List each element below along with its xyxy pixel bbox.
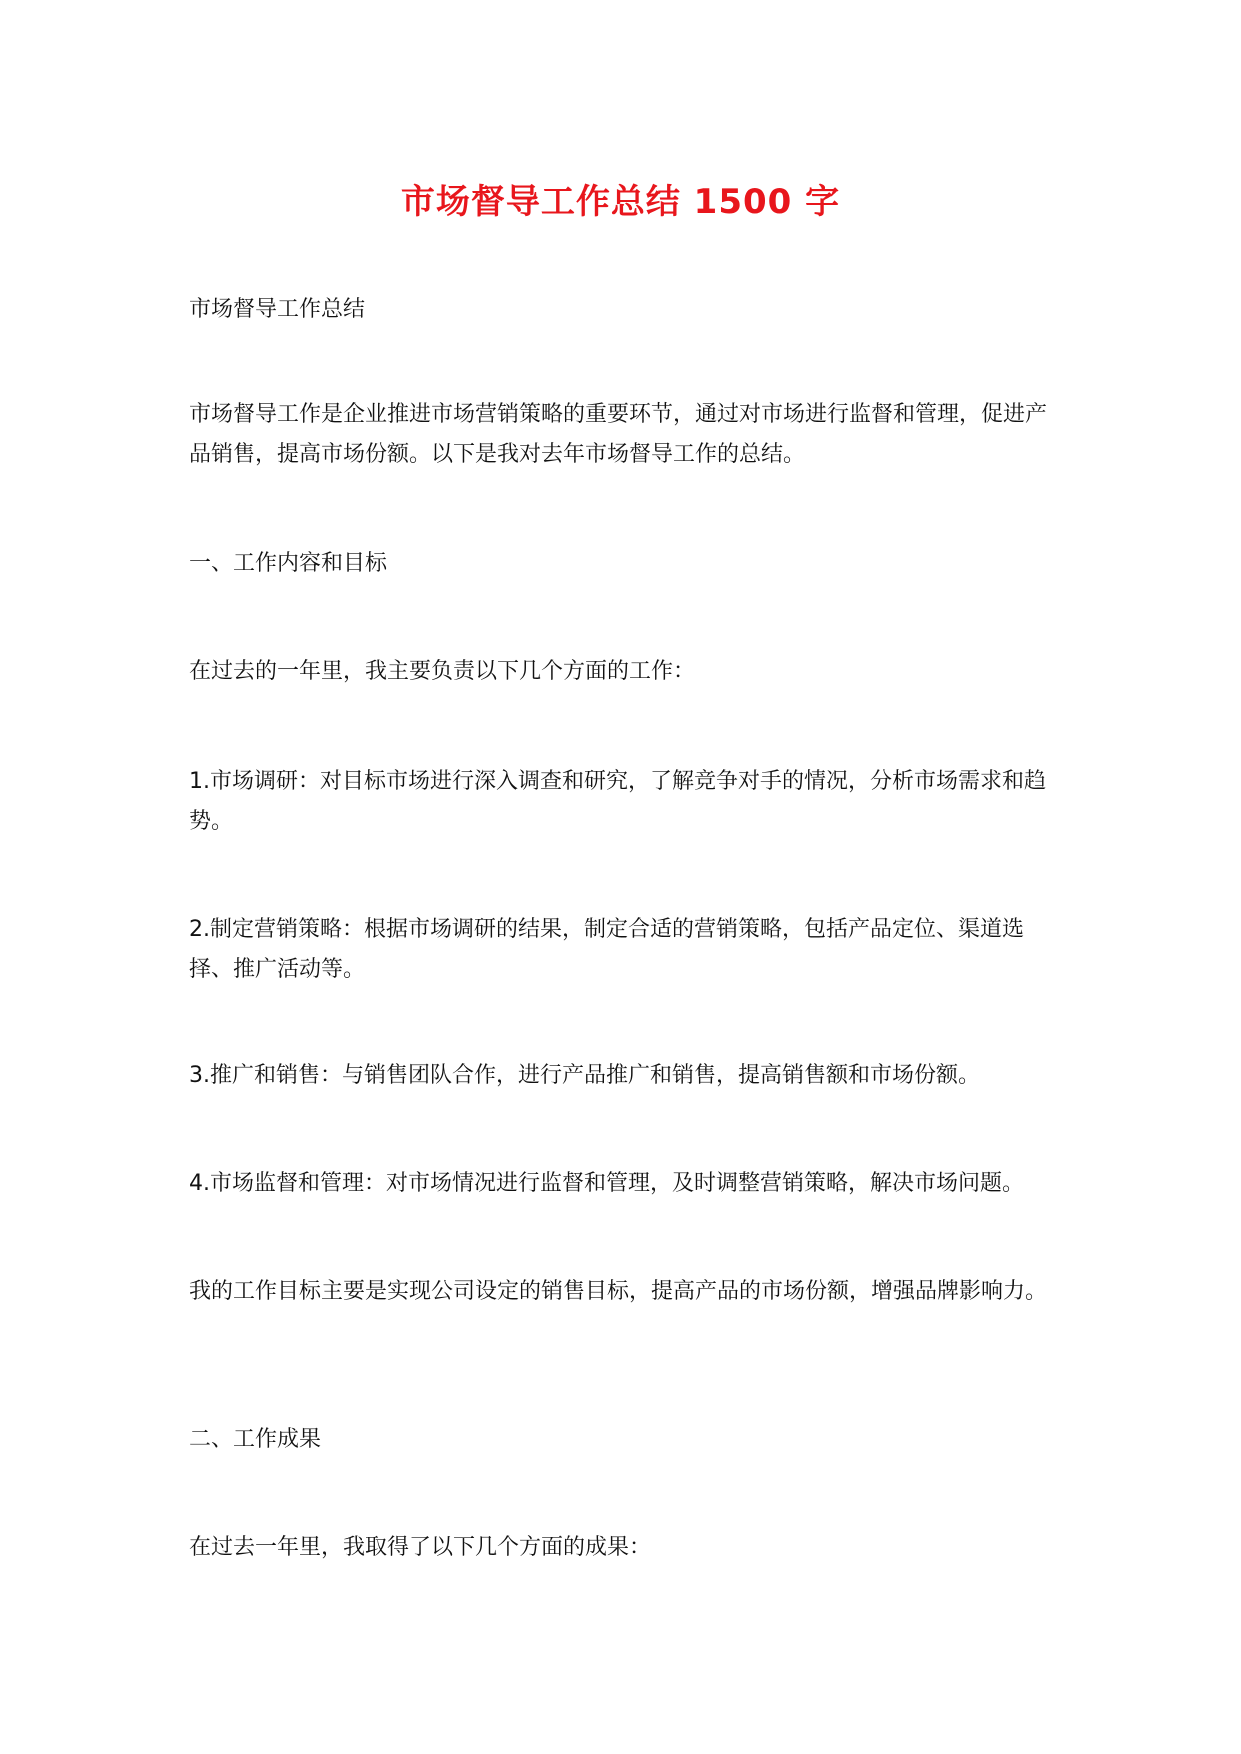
section-heading-2: 二、工作成果 <box>189 1427 322 1452</box>
results-intro-paragraph: 在过去一年里，我取得了以下几个方面的成果： <box>189 1535 652 1560</box>
section-heading-1: 一、工作内容和目标 <box>189 551 388 576</box>
list-item-1: 1.市场调研：对目标市场进行深入调查和研究，了解竞争对手的情况，分析市场需求和趋势。 <box>189 769 1046 834</box>
list-item-2: 2.制定营销策略：根据市场调研的结果，制定合适的营销策略，包括产品定位、渠道选择、推广活动等。 <box>189 917 1024 982</box>
document-title: 市场督导工作总结 1500 字 <box>400 182 841 222</box>
subtitle-paragraph: 市场督导工作总结 <box>189 297 366 322</box>
intro-paragraph: 市场督导工作是企业推进市场营销策略的重要环节，通过对市场进行监督和管理，促进产品销售，提高市场份额。以下是我对去年市场督导工作的总结。 <box>189 402 1048 467</box>
list-item-3: 3.推广和销售：与销售团队合作，进行产品推广和销售，提高销售额和市场份额。 <box>189 1063 980 1088</box>
work-intro-paragraph: 在过去的一年里，我主要负责以下几个方面的工作： <box>189 659 696 684</box>
goal-paragraph: 我的工作目标主要是实现公司设定的销售目标，提高产品的市场份额，增强品牌影响力。 <box>189 1279 1048 1304</box>
list-item-4: 4.市场监督和管理：对市场情况进行监督和管理，及时调整营销策略，解决市场问题。 <box>189 1171 1024 1196</box>
